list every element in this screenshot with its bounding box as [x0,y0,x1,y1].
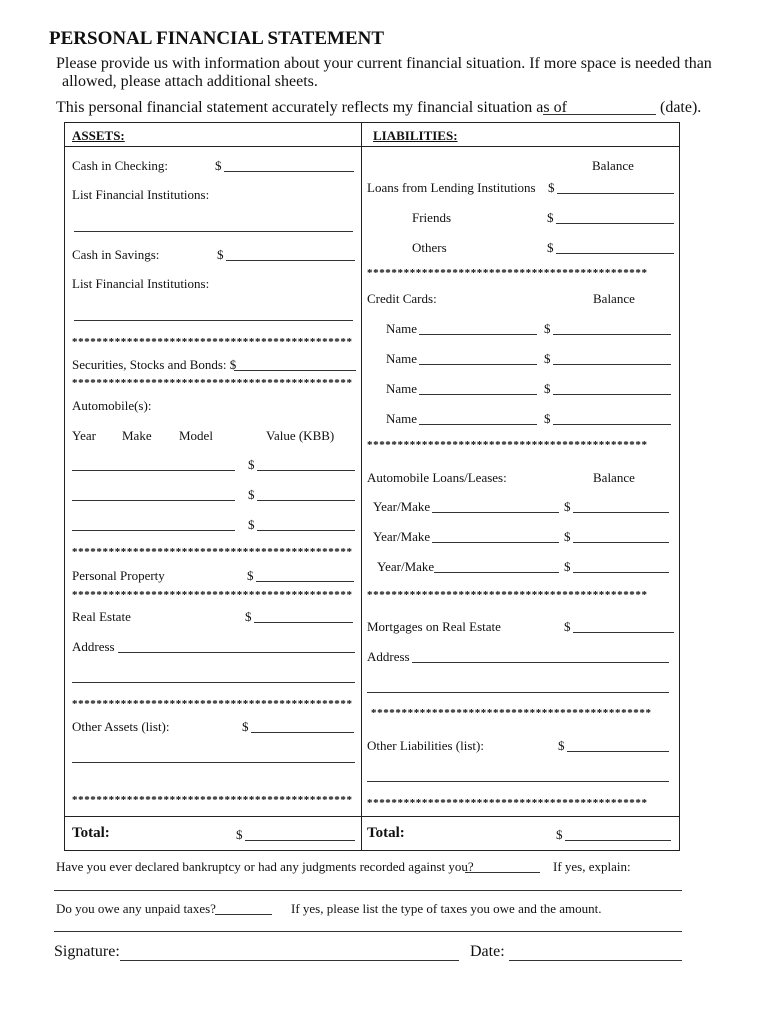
star-separator: ********************************************** [367,797,648,809]
automobile-1-description-field[interactable] [72,470,235,471]
signature-field[interactable] [120,960,459,961]
auto-loan-2-balance-field[interactable] [573,542,669,543]
mortgage-address-field-2[interactable] [367,692,669,693]
assets-total-field[interactable] [245,840,355,841]
dollar-sign: $ [564,529,571,544]
star-separator: ********************************************** [371,707,652,719]
column-divider [361,122,362,850]
automobile-1-value-field[interactable] [257,470,355,471]
bankruptcy-question: Have you ever declared bankruptcy or had any judgments recorded against you? [56,859,474,874]
real-estate-label: Real Estate [72,609,131,624]
dollar-sign: $ [558,738,565,753]
dollar-sign: $ [236,827,243,842]
cash-savings-field[interactable] [226,260,355,261]
personal-property-label: Personal Property [72,568,165,583]
liabilities-header: LIABILITIES: [373,128,458,143]
intro-line-1: Please provide us with information about your current financial situation. If more space is needed than [56,55,712,72]
credit-card-1-balance-field[interactable] [553,334,671,335]
star-separator: ********************************************** [72,698,353,710]
taxes-details-field[interactable] [54,931,682,932]
auto-loans-label: Automobile Loans/Leases: [367,470,507,485]
star-separator: ********************************************** [72,794,353,806]
loans-label: Loans from Lending Institutions [367,180,536,195]
dollar-sign: $ [242,719,249,734]
taxes-followup-label: If yes, please list the type of taxes you owe and the amount. [291,901,602,916]
other-assets-value-field[interactable] [251,732,354,733]
dollar-sign: $ [544,381,551,396]
credit-card-4-balance-field[interactable] [553,424,671,425]
credit-card-2-balance-field[interactable] [553,364,671,365]
bankruptcy-answer-field[interactable] [465,872,540,873]
credit-cards-label: Credit Cards: [367,291,437,306]
balance-label: Balance [593,291,635,306]
dollar-sign: $ [248,487,255,502]
dollar-sign: $ [556,827,563,842]
credit-card-4-name-label: Name [386,411,418,426]
cash-checking-field[interactable] [224,171,354,172]
auto-loan-1-balance-field[interactable] [573,512,669,513]
unpaid-taxes-question: Do you owe any unpaid taxes? [56,901,216,916]
auto-loan-1-label: Year/Make [373,499,431,514]
credit-card-4-name-field[interactable] [419,424,537,425]
credit-card-2-name-label: Name [386,351,418,366]
mortgage-address-label: Address [367,649,410,664]
automobile-3-value-field[interactable] [257,530,355,531]
page-title: PERSONAL FINANCIAL STATEMENT [49,28,385,49]
dollar-sign: $ [217,247,224,262]
total-divider [64,816,679,817]
dollar-sign: $ [245,609,252,624]
securities-field[interactable] [234,370,356,371]
signature-label: Signature: [54,943,120,960]
dollar-sign: $ [248,517,255,532]
if-yes-explain-label: If yes, explain: [553,859,631,874]
intro-line-2: allowed, please attach additional sheets. [62,73,318,90]
checking-institutions-label: List Financial Institutions: [72,187,210,202]
automobiles-label: Automobile(s): [72,398,152,413]
auto-loan-3-year-make-field[interactable] [434,572,559,573]
other-assets-label: Other Assets (list): [72,719,170,734]
auto-loan-3-balance-field[interactable] [573,572,669,573]
dollar-sign: $ [544,411,551,426]
as-of-statement: This personal financial statement accurately reflects my financial situation as of [56,99,567,116]
bankruptcy-explain-field[interactable] [54,890,682,891]
mortgage-address-field[interactable] [412,662,669,663]
dollar-sign: $ [547,240,554,255]
star-separator: ********************************************** [367,589,648,601]
real-estate-address-field[interactable] [118,652,355,653]
dollar-sign: $ [247,568,254,583]
mortgages-label: Mortgages on Real Estate [367,619,501,634]
make-column-label: Make [122,428,152,443]
dollar-sign: $ [215,158,222,173]
star-separator: ********************************************** [72,546,353,558]
balance-label: Balance [592,158,634,173]
unpaid-taxes-answer-field[interactable] [215,914,272,915]
dollar-sign: $ [564,619,571,634]
star-separator: ********************************************** [367,267,648,279]
date-suffix: (date). [660,99,702,116]
assets-header: ASSETS: [72,128,125,143]
dollar-sign: $ [248,457,255,472]
personal-property-field[interactable] [256,581,354,582]
real-estate-address-label: Address [72,639,115,654]
star-separator: ********************************************** [72,336,353,348]
other-assets-list-field[interactable] [72,762,355,763]
automobile-2-value-field[interactable] [257,500,355,501]
savings-institutions-field[interactable] [74,320,353,321]
year-column-label: Year [72,428,96,443]
auto-loan-1-year-make-field[interactable] [432,512,559,513]
cash-savings-label: Cash in Savings: [72,247,160,262]
other-liabilities-value-field[interactable] [567,751,669,752]
others-field[interactable] [556,253,674,254]
dollar-sign: $ [548,180,555,195]
dollar-sign: $ [544,351,551,366]
cash-checking-label: Cash in Checking: [72,158,169,173]
dollar-sign: $ [544,321,551,336]
credit-card-1-name-label: Name [386,321,418,336]
credit-card-2-name-field[interactable] [419,364,537,365]
automobile-2-description-field[interactable] [72,500,235,501]
as-of-date-field[interactable] [543,114,656,115]
checking-institutions-field[interactable] [74,231,353,232]
star-separator: ********************************************** [72,589,353,601]
others-label: Others [412,240,447,255]
savings-institutions-label: List Financial Institutions: [72,276,210,291]
mortgages-field[interactable] [573,632,674,633]
other-liabilities-label: Other Liabilities (list): [367,738,484,753]
dollar-sign: $ [564,559,571,574]
dollar-sign: $ [564,499,571,514]
value-kbb-column-label: Value (KBB) [266,428,335,443]
loans-field[interactable] [557,193,674,194]
model-column-label: Model [179,428,213,443]
friends-field[interactable] [556,223,674,224]
real-estate-field[interactable] [254,622,353,623]
real-estate-address-field-2[interactable] [72,682,355,683]
credit-card-1-name-field[interactable] [419,334,537,335]
header-divider [64,146,679,147]
liabilities-total-field[interactable] [565,840,671,841]
star-separator: ********************************************** [367,439,648,451]
auto-loan-2-label: Year/Make [373,529,431,544]
other-liabilities-list-field[interactable] [367,781,669,782]
automobile-3-description-field[interactable] [72,530,235,531]
friends-label: Friends [412,210,451,225]
credit-card-3-balance-field[interactable] [553,394,671,395]
assets-total-label: Total: [72,825,110,841]
dollar-sign: $ [547,210,554,225]
securities-label: Securities, Stocks and Bonds: $ [72,357,237,372]
star-separator: ********************************************** [72,377,353,389]
date-label: Date: [470,943,505,960]
auto-loan-3-label: Year/Make [377,559,435,574]
credit-card-3-name-label: Name [386,381,418,396]
balance-label: Balance [593,470,635,485]
credit-card-3-name-field[interactable] [419,394,537,395]
liabilities-total-label: Total: [367,825,405,841]
auto-loan-2-year-make-field[interactable] [432,542,559,543]
signature-date-field[interactable] [509,960,682,961]
